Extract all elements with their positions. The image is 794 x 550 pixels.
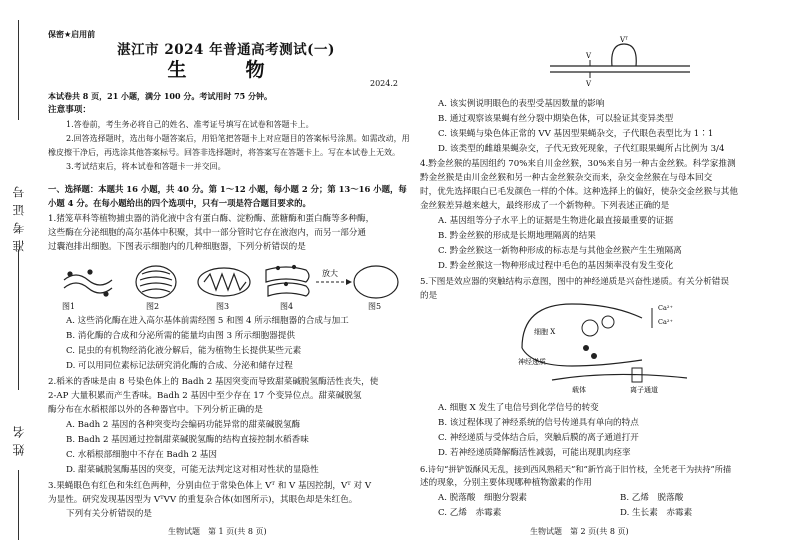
q6-stem: 6.诗句“拼铲饭酥风无乱，接到西风熟稻天”和“新竹高于旧竹枝，全凭老干为扶持”所描 (420, 464, 732, 474)
label-ca: Ca²⁺ (658, 318, 673, 326)
figure-label: 图5 (368, 302, 382, 311)
q2-option: D. 甜菜碱脱氢酶基因的突变，可能无法判定这对相对性状的显隐性 (66, 465, 319, 475)
q1-stem: 1.猪笼草科等植物捕虫器的消化液中含有蛋白酶、淀粉酶、蔗糖酶和蛋白酶等多种酶， (48, 214, 375, 224)
binding-margin (0, 0, 44, 550)
q2-option: C. 水稻根部细胞中不存在 Badh 2 基因 (66, 450, 217, 460)
q6-option: A. 脱落酸 细胞分裂素 (438, 493, 528, 503)
subject-title: 生 物 (167, 59, 285, 81)
q5-stem: 5.下图是效应器的突触结构示意图，图中的神经递质是兴奋性递质。有关分析错误 (420, 277, 729, 287)
q6-stem: 述的现象，分别主要体现哪种植物激素的作用 (420, 478, 592, 488)
q4-stem: 黔金丝猴是由川金丝猴和另一种古金丝猴杂交而来，杂交金丝猴在与母本回交 (420, 173, 713, 183)
gene-label-v: V (586, 80, 592, 88)
section-heading: 一、选择题：本题共 16 小题，共 40 分。第 1～12 小题，每小题 2 分；第 13～16 小题，每 (48, 184, 407, 194)
q2-stem: 酶分布在水稻根部以外的各种器官中。下列分析正确的是 (48, 405, 263, 415)
margin-line (18, 20, 19, 120)
label-cell-x: 细胞 X (534, 328, 556, 336)
figure-4-er (266, 266, 309, 297)
q6-option: C. 乙烯 赤霉素 (438, 508, 502, 518)
q6-option: B. 乙烯 脱落酸 (620, 493, 684, 503)
exam-date: 2024.2 (370, 79, 398, 88)
gene-label-v: V (586, 52, 592, 60)
duplication-loop (612, 44, 637, 66)
page-footer-right: 生物试题 第 2 页(共 8 页) (530, 527, 629, 536)
figure-label: 图4 (280, 302, 294, 311)
exam-id-line (18, 250, 19, 390)
q3-option: B. 通过观察该果蝇有丝分裂中期染色体，可以验证其变异类型 (438, 114, 674, 124)
postsynaptic-membrane (552, 374, 687, 380)
q1-stem: 这些酶在分泌细胞的高尔基体中积聚，其中一部分管时它存在液泡内，而另一部分通 (48, 228, 366, 238)
exam-info: 本试卷共 8 页，21 小题，满分 100 分。考试用时 75 分钟。 (48, 91, 273, 101)
chromosome-diagram (550, 36, 690, 90)
q4-stem: 金丝猴差异越来越大，最终形成了一个新物种。下列表述正确的是 (420, 201, 670, 211)
exam-title: 湛江市 2024 年普通高考测试(一) (117, 42, 335, 58)
label-ca: Ca²⁺ (658, 304, 673, 312)
q4-stem: 4.黔金丝猴的基因组约 70%来自川金丝猴，30%来自另一种古金丝猴。科学家推测 (420, 159, 736, 169)
q1-option: D. 可以用同位素标记法研究消化酶的合成、分泌和储存过程 (66, 361, 293, 371)
q4-option: A. 基因组等分子水平上的证据是生物进化最直接最重要的证据 (438, 216, 674, 226)
label-ion-channel: 离子通道 (630, 386, 658, 394)
q3-stem: 下列有关分析错误的是 (66, 509, 152, 519)
q2-stem: 2-AP 大量积累而产生香味。Badh 2 基因中至少存在 17 个变异位点。甜菜碱脱氢 (48, 391, 362, 401)
gene-label-vt: Vᵀ (620, 36, 628, 44)
q4-option: B. 黔金丝猴的形成是长期地理隔离的结果 (438, 231, 596, 241)
name-line (18, 470, 19, 540)
synapse-diagram (512, 298, 692, 396)
q2-stem: 2.稻米的香味是由 8 号染色体上的 Badh 2 基因突变而导致甜菜碱脱氢酶活性丧失，使 (48, 377, 379, 387)
q5-option: D. 若神经递质降解酶活性减弱，可能出现肌肉痉挛 (438, 448, 631, 458)
vesicle (582, 320, 598, 336)
q4-stem: 时，优先选择眼白已毛发颜色一样的个体。这种选择上的偏好，使杂交金丝猴与其他 (420, 187, 738, 197)
notice-line: 1.答卷前，考生务必将自己的姓名、准考证号填写在试卷和答题卡上。 (66, 120, 314, 129)
q6-option: D. 生长素 赤霉素 (620, 508, 693, 518)
transmitter-dot (583, 345, 589, 351)
notice-line: 橡皮擦干净后，再选涂其他答案标号。回答非选择题时，将答案写在答题卡上。写在本试卷上无效。 (48, 148, 400, 157)
q3-option: C. 该果蝇与染色体正常的 VV 基因型果蝇杂交，子代眼色表型比为 1∶1 (438, 129, 714, 139)
q4-option: C. 黔金丝猴这一新物种形成的标志是与其他金丝猴产生生殖隔离 (438, 246, 682, 256)
notice-line: 2.回答选择题时，选出每小题答案后，用铅笔把答题卡上对应题目的答案标号涂黑。如需改动，用 (66, 134, 410, 143)
q2-option: B. Badh 2 基因通过控制甜菜碱脱氢酶的结构直接控制水稻香味 (66, 435, 309, 445)
notice-title: 注意事项： (48, 105, 91, 115)
q5-option: B. 该过程体现了神经系统的信号传递具有单向的特点 (438, 418, 639, 428)
q3-option: A. 该实例说明眼色的表型受基因数量的影响 (438, 99, 605, 109)
q1-option: C. 昆虫的有机物经消化液分解后，能为植物生长提供某些元素 (66, 346, 302, 356)
figure-1-ribosome (64, 270, 112, 296)
q1-option: A. 这些消化酶在进入高尔基体前需经图 5 和图 4 所示细胞器的合成与加工 (66, 316, 349, 326)
q4-option: D. 黔金丝猴这一物种形成过程中毛色的基因频率没有发生变化 (438, 261, 674, 271)
name-label: 姓名 (12, 420, 26, 456)
secret-mark: 保密★启用前 (48, 30, 96, 39)
q3-stem: 为显性。研究发现基因型为 VᵀVV 的重复杂合体(如图所示)，其眼色却是朱红色。 (48, 495, 358, 505)
figure-label: 图3 (216, 302, 230, 311)
q3-option: D. 该类型的雌雄果蝇杂交，子代无致死现象，子代红眼果蝇所占比例为 3/4 (438, 144, 725, 154)
q3-stem: 3.果蝇眼色有红色和朱红色两种，分别由位于常染色体上 Vᵀ 和 V 基因控制，Vᵀ 对 V (48, 481, 372, 491)
figure-3-mitochondrion (198, 268, 250, 296)
exam-id-label: 准考证号 (12, 180, 26, 252)
q5-option: A. 细胞 X 发生了电信号到化学信号的转变 (438, 403, 599, 413)
notice-line: 3.考试结束后，将本试卷和答题卡一并交回。 (66, 162, 226, 171)
figure-2-golgi (136, 266, 176, 298)
q2-option: A. Badh 2 基因的各种突变均会编码功能异常的甜菜碱脱氢酶 (66, 420, 301, 430)
figure-5-vesicle (354, 266, 398, 298)
q1-stem: 过囊泡排出细胞。下图表示细胞内的几种细胞器，下列分析错误的是 (48, 242, 306, 252)
q1-option: B. 消化酶的合成和分泌所需的能量均由图 3 所示细胞器提供 (66, 331, 295, 341)
page-footer-left: 生物试题 第 1 页(共 8 页) (168, 527, 267, 536)
label-neurotransmitter: 神经递质 (518, 358, 546, 366)
q5-option: C. 神经递质与受体结合后，突触后膜的离子通道打开 (438, 433, 639, 443)
section-heading: 小题 4 分。在每小题给出的四个选项中，只有一项是符合题目要求的。 (48, 198, 311, 208)
transmitter-dot (591, 353, 597, 359)
figure-label: 图2 (146, 302, 160, 311)
label-carrier: 载体 (572, 386, 586, 394)
zoom-label: 放大 (322, 269, 338, 278)
vesicle (602, 316, 614, 328)
q5-stem: 的是 (420, 291, 438, 301)
zoom-arrow (316, 268, 352, 285)
figure-label: 图1 (62, 302, 76, 311)
